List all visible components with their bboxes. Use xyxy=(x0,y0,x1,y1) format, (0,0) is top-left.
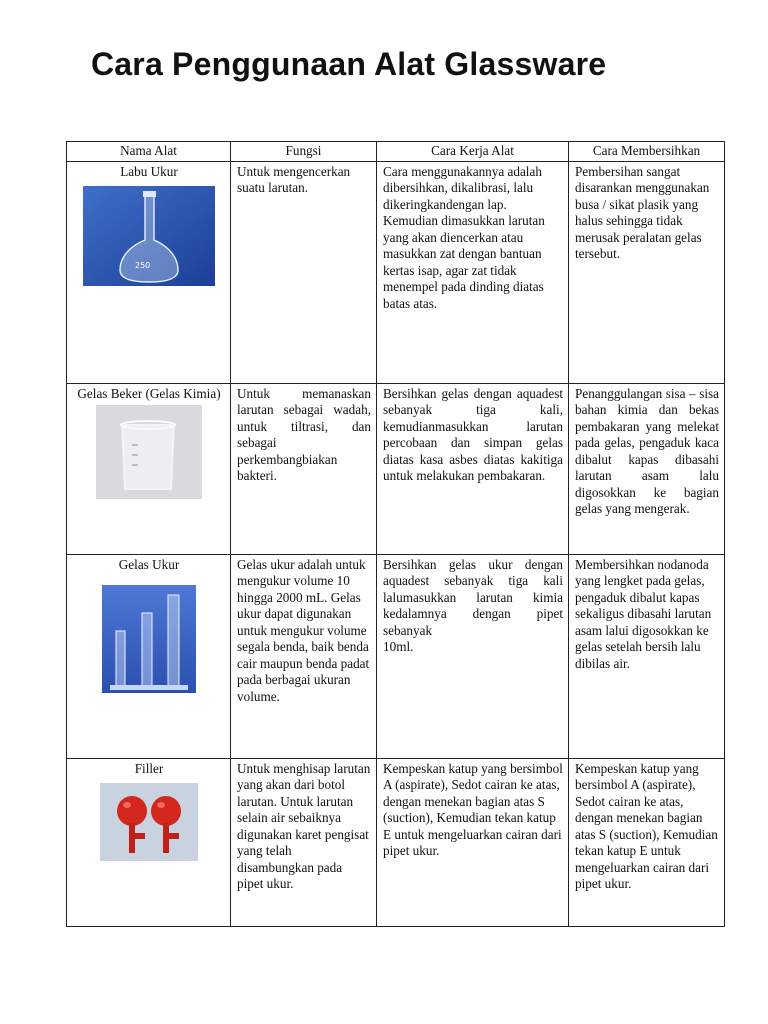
cell-cara-membersihkan: Kempeskan katup yang bersimbol A (aspirate), Sedot cairan ke atas, dengan menekan bagian atas S (suction), Kemudian tekan katup E untuk mengeluarkan cairan dari pipet ukur. xyxy=(569,758,725,926)
cell-cara-membersihkan: Pembersihan sangat disarankan menggunakan busa / sikat plasik yang halus sehingga tidak merusak peralatan gelas tersebut. xyxy=(569,161,725,383)
header-cara-membersihkan: Cara Membersihkan xyxy=(569,142,725,162)
header-nama-alat: Nama Alat xyxy=(67,142,231,162)
volumetric-flask-photo-icon xyxy=(83,186,215,286)
cell-nama-alat xyxy=(67,758,231,926)
beaker-photo-icon xyxy=(96,405,202,499)
cell-cara-kerja: Bersihkan gelas ukur dengan aquadest sebanyak tiga kali lalumasukkan larutan kimia kedalamnya dengan pipet sebanyak 10ml. xyxy=(377,554,569,758)
tool-name: Gelas Ukur xyxy=(118,556,180,572)
table-row xyxy=(67,383,725,554)
cell-nama-alat xyxy=(67,383,231,554)
cell-cara-membersihkan: Penanggulangan sisa – sisa bahan kimia dan bekas pembakaran yang melekat pada gelas, pengaduk kaca dibalut kapas dibasahi larutan asam lalu digosokkan ke bagian gelas yang mengerak. xyxy=(569,383,725,554)
tool-name: Gelas Beker (Gelas Kimia) xyxy=(77,385,221,401)
cell-cara-kerja: Cara menggunakannya adalah dibersihkan, dikalibrasi, lalu dikeringkandengan lap. Kemudian dimasukkan larutan yang akan diencerkan atau masukkan zat dengan bantuan kertas isap, agar zat tidak menempel pada dinding diatas batas atas. xyxy=(377,161,569,383)
glassware-table xyxy=(66,141,725,927)
pipette-filler-bulb-photo-icon xyxy=(100,783,198,861)
cell-fungsi: Gelas ukur adalah untuk mengukur volume 10 hingga 2000 mL. Gelas ukur dapat digunakan untuk mengukur volume segala benda, baik benda cair maupun benda padat pada berbagai ukuran volume. xyxy=(231,554,377,758)
tool-name: Filler xyxy=(134,760,164,776)
header-fungsi: Fungsi xyxy=(231,142,377,162)
cell-nama-alat xyxy=(67,554,231,758)
svg-text:250: 250 xyxy=(135,261,151,270)
table-row xyxy=(67,758,725,926)
table-row xyxy=(67,161,725,383)
cell-fungsi: Untuk mengencerkan suatu larutan. xyxy=(231,161,377,383)
cell-fungsi: Untuk memanaskan larutan sebagai wadah, untuk tiltrasi, dan sebagai perkembangbiakan bakteri. xyxy=(231,383,377,554)
header-cara-kerja: Cara Kerja Alat xyxy=(377,142,569,162)
cell-fungsi: Untuk menghisap larutan yang akan dari botol larutan. Untuk larutan selain air sebaiknya digunakan karet pengisat yang telah disambungkan pada pipet ukur. xyxy=(231,758,377,926)
cell-cara-kerja: Bersihkan gelas dengan aquadest sebanyak tiga kali, kemudianmasukkan larutan percobaan dan simpan gelas diatas kasa asbes diatas kakitiga untuk melakukan pembakaran. xyxy=(377,383,569,554)
cell-nama-alat xyxy=(67,161,231,383)
graduated-cylinder-photo-icon xyxy=(102,585,196,693)
table-row xyxy=(67,554,725,758)
cell-cara-membersihkan: Membersihkan nodanoda yang lengket pada gelas, pengaduk dibalut kapas sekaligus dibasahi larutan asam lalui digosokkan ke gelas setelah bersih lalu dibilas air. xyxy=(569,554,725,758)
table-header-row xyxy=(67,142,725,162)
tool-name: Labu Ukur xyxy=(120,163,178,179)
cell-cara-kerja: Kempeskan katup yang bersimbol A (aspirate), Sedot cairan ke atas, dengan menekan bagian atas S (suction), Kemudian tekan katup E untuk mengeluarkan cairan dari pipet ukur. xyxy=(377,758,569,926)
page-title: Cara Penggunaan Alat Glassware xyxy=(91,46,607,82)
